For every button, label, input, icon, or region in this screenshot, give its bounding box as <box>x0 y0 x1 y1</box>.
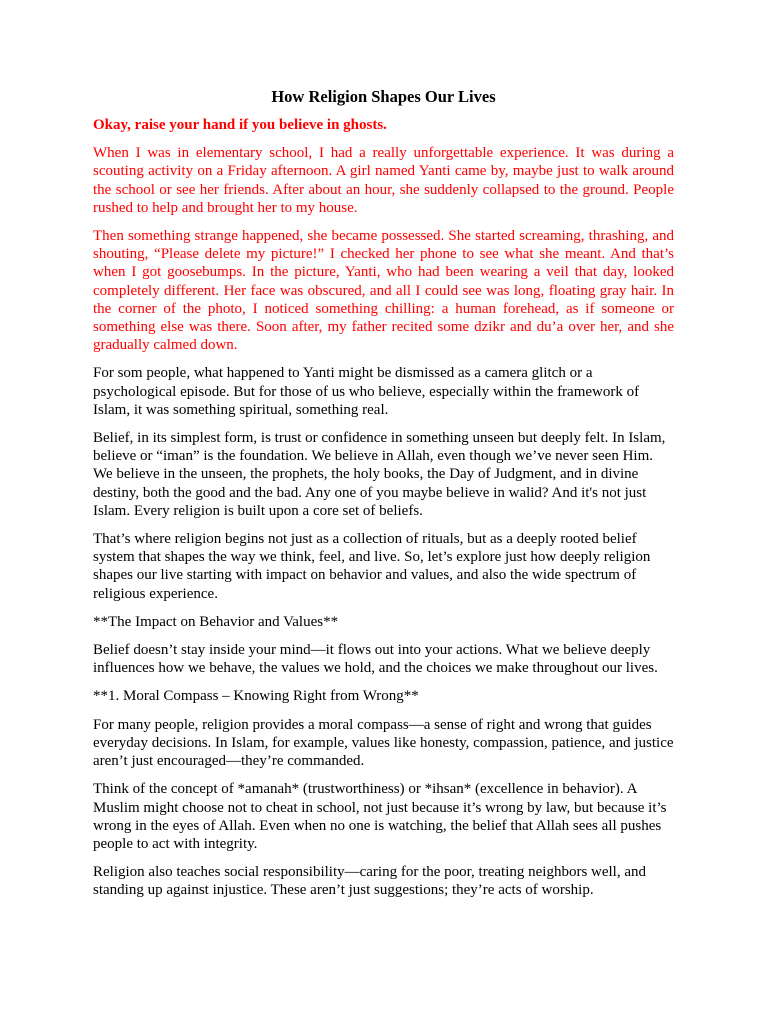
section-heading-behavior-values: **The Impact on Behavior and Values** <box>93 613 339 630</box>
story-paragraph-2: Then something strange happened, she became possessed. She started screaming, thrashing, and shouting, “Please delete my picture!” I checked her phone to see what she meant. And that’s when I got goosebumps. In the picture, Yanti, who had been wearing a veil that day, looked completely different. Her face was obscured, and all I could see was long, floating gray hair. In the corner of the photo, I noticed something chilling: a human forehead, as if someone or something else was there. Soon after, my father recited some dzikr and du’a over her, and she gradually calmed down. <box>93 228 674 354</box>
body-paragraph-1: For som people, what happened to Yanti might be dismissed as a camera glitch or a psychological episode. But for those of us who believe, especially within the framework of Islam, it was something spiritual, something real. <box>93 365 640 418</box>
body-paragraph-2: Belief, in its simplest form, is trust or confidence in something unseen but deeply felt. In Islam, believe or “iman” is the foundation. We believe in Allah, even though we’ve never seen Him. We believe in the unseen, the prophets, the holy books, the Day of Judgment, and in divine destiny, both the good and the bad. Any one of you maybe believe in walid? And it's not just Islam. Every religion is built upon a core set of beliefs. <box>93 430 666 519</box>
subsection-heading-moral-compass: **1. Moral Compass – Knowing Right from Wrong** <box>93 688 419 705</box>
lead-question: Okay, raise your hand if you believe in ghosts. <box>93 117 387 133</box>
body-paragraph-7: Religion also teaches social responsibility—caring for the poor, treating neighbors well, and standing up against injustice. These aren’t just suggestions; they’re acts of worship. <box>93 864 647 899</box>
document-title: How Religion Shapes Our Lives <box>271 87 496 106</box>
body-paragraph-4: Belief doesn’t stay inside your mind—it flows out into your actions. What we believe deeply influences how we behave, the values we hold, and the choices we make throughout our lives. <box>93 642 658 677</box>
document-page <box>93 86 674 910</box>
body-paragraph-5: For many people, religion provides a moral compass—a sense of right and wrong that guides everyday decisions. In Islam, for example, values like honesty, compassion, patience, and justice aren’t just encouraged—they’re commanded. <box>93 716 674 770</box>
body-paragraph-6: Think of the concept of *amanah* (trustworthiness) or *ihsan* (excellence in behavior). A Muslim might choose not to cheat in school, not just because it’s wrong by law, but because it’s wrong in the eyes of Allah. Even when no one is watching, the belief that Allah sees all pushes people to act with integrity. <box>93 781 667 852</box>
body-paragraph-3: That’s where religion begins not just as a collection of rituals, but as a deeply rooted belief system that shapes the way we think, feel, and live. So, let’s explore just how deeply religion shapes our live starting with impact on behavior and values, and also the wide spectrum of religious experience. <box>93 531 651 602</box>
story-paragraph-1: When I was in elementary school, I had a really unforgettable experience. It was during a scouting activity on a Friday afternoon. A girl named Yanti came by, maybe just to walk around the school or see her friends. After about an hour, she suddenly collapsed to the ground. People rushed to help and brought her to my house. <box>93 145 674 216</box>
